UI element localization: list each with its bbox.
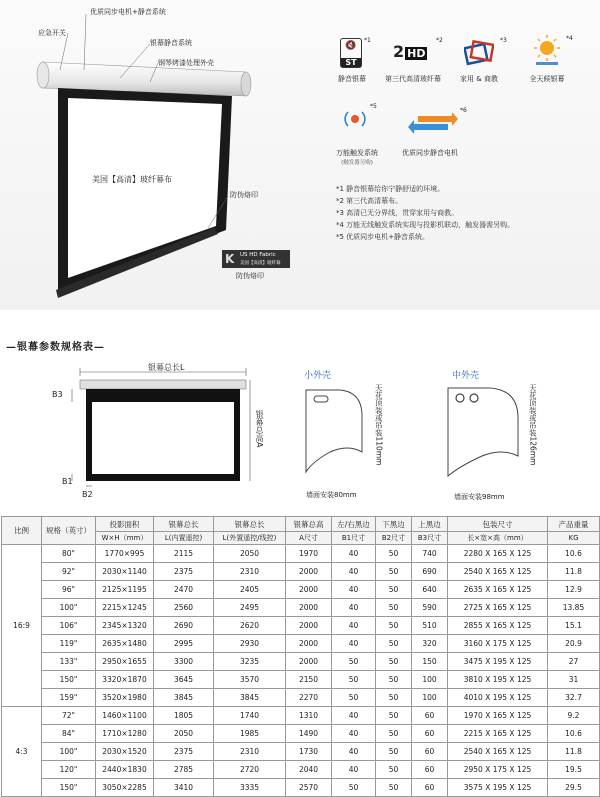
table-cell: 40 xyxy=(332,761,376,779)
table-cell: 72" xyxy=(42,707,96,725)
table-cell: 3845 xyxy=(154,689,214,707)
table-cell: 40 xyxy=(332,545,376,563)
table-cell: 740 xyxy=(412,545,448,563)
table-cell: 2725 X 165 X 125 xyxy=(448,599,548,617)
note-line: *1 静音银幕给你宁静舒适的环境。 xyxy=(336,185,445,193)
table-cell: 2050 xyxy=(214,545,286,563)
spec-table xyxy=(1,516,600,797)
section-title: —银幕参数规格表— xyxy=(6,342,105,353)
table-cell: 690 xyxy=(412,563,448,581)
table-cell: 2635 X 165 X 125 xyxy=(448,581,548,599)
table-row xyxy=(2,725,600,743)
table-cell: 2000 xyxy=(286,617,332,635)
table-row xyxy=(2,581,600,599)
mid-shell-title: 中外壳 xyxy=(452,371,480,381)
table-cell: 2470 xyxy=(154,581,214,599)
table-cell: 50 xyxy=(332,671,376,689)
table-cell: 2570 xyxy=(286,779,332,797)
col-header: 下黑边 xyxy=(376,517,412,532)
all-weather-sun-icon xyxy=(532,34,562,68)
table-cell: 60 xyxy=(412,725,448,743)
table-row xyxy=(2,707,600,725)
table-cell: 2000 xyxy=(286,581,332,599)
table-cell: 11.8 xyxy=(548,743,600,761)
small-shell-title: 小外壳 xyxy=(304,371,332,381)
table-cell: 27 xyxy=(548,653,600,671)
table-cell: 2375 xyxy=(154,563,214,581)
ratio-cell: 16:9 xyxy=(2,545,42,707)
table-cell: 1730 xyxy=(286,743,332,761)
ratio-cell: 4:3 xyxy=(2,707,42,797)
table-cell: 3845 xyxy=(214,689,286,707)
table-cell: 100 xyxy=(412,671,448,689)
table-cell: 96" xyxy=(42,581,96,599)
col-header: 投影面积 xyxy=(96,517,154,532)
table-cell: 510 xyxy=(412,617,448,635)
col-header: 规格（英寸） xyxy=(42,517,96,545)
table-cell: 50 xyxy=(332,653,376,671)
table-cell: 13.85 xyxy=(548,599,600,617)
note-line: *3 高清已无分界线，贯穿家用与商教。 xyxy=(336,209,459,217)
table-cell: 2560 xyxy=(154,599,214,617)
table-cell: 2150 xyxy=(286,671,332,689)
table-cell: 10.6 xyxy=(548,545,600,563)
table-row xyxy=(2,761,600,779)
dimension-diagram xyxy=(50,362,280,502)
table-cell: 40 xyxy=(332,707,376,725)
table-cell: 2215×1245 xyxy=(96,599,154,617)
table-cell: 31 xyxy=(548,671,600,689)
table-cell: 2000 xyxy=(286,599,332,617)
feature-label: 优质同步静音电机 xyxy=(402,149,458,157)
callout-anti-fake: 防伪烙印 xyxy=(230,191,258,199)
col-subheader: B1尺寸 xyxy=(332,532,376,545)
table-cell: 2050 xyxy=(154,725,214,743)
table-cell: 2950 X 175 X 125 xyxy=(448,761,548,779)
table-cell: 320 xyxy=(412,635,448,653)
table-cell: 20.9 xyxy=(548,635,600,653)
table-cell: 50 xyxy=(376,779,412,797)
table-cell: 150" xyxy=(42,779,96,797)
table-cell: 50 xyxy=(376,599,412,617)
small-shell-profile xyxy=(300,382,370,478)
spec-table-body xyxy=(2,545,600,797)
table-cell: 1310 xyxy=(286,707,332,725)
col-header: 上黑边 xyxy=(412,517,448,532)
feature-label: 第三代高清玻纤幕 xyxy=(385,75,441,83)
col-header: 左/右黑边 xyxy=(332,517,376,532)
table-cell: 3645 xyxy=(154,671,214,689)
table-cell: 60 xyxy=(412,779,448,797)
table-cell: 11.8 xyxy=(548,563,600,581)
table-cell: 50 xyxy=(376,617,412,635)
col-subheader: 长×宽×高（mm） xyxy=(448,532,548,545)
table-cell: 3475 X 195 X 125 xyxy=(448,653,548,671)
sync-motor-arrows-icon xyxy=(408,110,458,136)
table-cell: 1490 xyxy=(286,725,332,743)
table-cell: 1970 X 165 X 125 xyxy=(448,707,548,725)
table-cell: 1970 xyxy=(286,545,332,563)
mid-shell-profile xyxy=(444,382,524,482)
hd-2-icon: 2 HD xyxy=(393,42,426,61)
col-header: 包装尺寸 xyxy=(448,517,548,532)
col-subheader: W×H（mm） xyxy=(96,532,154,545)
small-shell-side: 天花顶装或吊装110mm xyxy=(374,384,384,466)
table-cell: 3410 xyxy=(154,779,214,797)
table-cell: 2030×1520 xyxy=(96,743,154,761)
table-cell: 50 xyxy=(332,689,376,707)
note-line: *5 优质同步电机+静音系统。 xyxy=(336,233,430,241)
col-subheader: L(外置遥控/线控) xyxy=(214,532,286,545)
col-subheader: KG xyxy=(548,532,600,545)
table-cell: 2405 xyxy=(214,581,286,599)
table-cell: 50 xyxy=(376,653,412,671)
table-cell: 2785 xyxy=(154,761,214,779)
feature-label: 家用 & 商教 xyxy=(460,75,498,83)
table-cell: 40 xyxy=(332,617,376,635)
table-cell: 2310 xyxy=(214,743,286,761)
table-cell: 50 xyxy=(376,725,412,743)
table-row xyxy=(2,563,600,581)
label-b2: B2 xyxy=(82,490,93,499)
table-cell: 2540 X 165 X 125 xyxy=(448,743,548,761)
table-cell: 2375 xyxy=(154,743,214,761)
table-cell: 2345×1320 xyxy=(96,617,154,635)
table-cell: 100" xyxy=(42,599,96,617)
table-row xyxy=(2,779,600,797)
table-cell: 40 xyxy=(332,635,376,653)
callout-motor: 优质同步电机+静音系统 xyxy=(90,8,166,16)
silent-st-icon: 🔇 ST xyxy=(340,38,362,68)
table-row xyxy=(2,743,600,761)
mid-shell-side: 天花顶装或吊装126mm xyxy=(528,384,538,466)
callout-fabric: 美国【高清】玻纤幕布 xyxy=(92,175,172,184)
table-cell: 1805 xyxy=(154,707,214,725)
table-row xyxy=(2,635,600,653)
badge-line1: US HD Fabric xyxy=(240,252,276,258)
table-cell: 3570 xyxy=(214,671,286,689)
table-cell: 2310 xyxy=(214,563,286,581)
feature-num: *5 xyxy=(370,103,377,110)
table-cell: 50 xyxy=(376,707,412,725)
col-subheader: A尺寸 xyxy=(286,532,332,545)
table-header-row xyxy=(2,517,600,532)
table-cell: 2115 xyxy=(154,545,214,563)
feature-num: *6 xyxy=(460,107,467,114)
table-cell: 50 xyxy=(376,563,412,581)
feature-num: *2 xyxy=(436,37,443,44)
table-cell: 9.2 xyxy=(548,707,600,725)
col-subheader: L(内置遥控) xyxy=(154,532,214,545)
feature-label: 万能触发系统 xyxy=(336,149,378,157)
feature-label: 全天候银幕 xyxy=(529,75,565,83)
table-cell: 50 xyxy=(376,671,412,689)
table-cell: 40 xyxy=(332,581,376,599)
table-cell: 50 xyxy=(376,545,412,563)
table-cell: 60 xyxy=(412,761,448,779)
col-subheader: B2尺寸 xyxy=(376,532,412,545)
label-total-height: 银幕总高A xyxy=(255,410,264,448)
table-cell: 15.1 xyxy=(548,617,600,635)
table-cell: 12.9 xyxy=(548,581,600,599)
table-cell: 106" xyxy=(42,617,96,635)
table-cell: 80" xyxy=(42,545,96,563)
table-cell: 3320×1870 xyxy=(96,671,154,689)
table-cell: 50 xyxy=(376,635,412,653)
table-cell: 1740 xyxy=(214,707,286,725)
table-cell: 3520×1980 xyxy=(96,689,154,707)
table-cell: 1770×995 xyxy=(96,545,154,563)
callout-silent: 银幕静音系统 xyxy=(150,39,192,47)
table-cell: 4010 X 195 X 125 xyxy=(448,689,548,707)
feature-num: *3 xyxy=(500,37,507,44)
col-header: 产品重量 xyxy=(548,517,600,532)
badge-line2: 美国【高清】玻纤幕 xyxy=(240,261,281,266)
table-cell: 1710×1280 xyxy=(96,725,154,743)
table-cell: 2995 xyxy=(154,635,214,653)
table-cell: 2690 xyxy=(154,617,214,635)
table-cell: 2040 xyxy=(286,761,332,779)
badge-logo-icon: K xyxy=(225,252,235,266)
table-cell: 60 xyxy=(412,707,448,725)
label-b3: B3 xyxy=(52,390,63,399)
table-cell: 159" xyxy=(42,689,96,707)
callout-switch: 应急开关 xyxy=(38,29,66,37)
table-cell: 10.6 xyxy=(548,725,600,743)
table-cell: 119" xyxy=(42,635,96,653)
table-cell: 3050×2285 xyxy=(96,779,154,797)
table-cell: 84" xyxy=(42,725,96,743)
table-cell: 50 xyxy=(332,779,376,797)
table-cell: 29.5 xyxy=(548,779,600,797)
table-cell: 50 xyxy=(376,743,412,761)
table-cell: 50 xyxy=(376,689,412,707)
col-subheader: B3尺寸 xyxy=(412,532,448,545)
wireless-trigger-icon xyxy=(342,106,368,132)
feature-label: 静音银幕 xyxy=(338,75,366,83)
table-cell: 19.5 xyxy=(548,761,600,779)
table-cell: 590 xyxy=(412,599,448,617)
table-cell: 2280 X 165 X 125 xyxy=(448,545,548,563)
table-cell: 2125×1195 xyxy=(96,581,154,599)
table-cell: 1460×1100 xyxy=(96,707,154,725)
table-cell: 2000 xyxy=(286,635,332,653)
feature-num: *1 xyxy=(364,37,371,44)
table-cell: 3575 X 195 X 125 xyxy=(448,779,548,797)
fabric-badge xyxy=(222,250,290,268)
label-total-length: 银幕总长L xyxy=(148,363,185,372)
table-cell: 2620 xyxy=(214,617,286,635)
table-cell: 640 xyxy=(412,581,448,599)
table-row xyxy=(2,689,600,707)
home-business-icon xyxy=(464,40,494,66)
table-row xyxy=(2,599,600,617)
feature-sub: (触发器另购) xyxy=(341,160,373,166)
badge-caption: 防伪烙印 xyxy=(236,272,264,280)
table-cell: 60 xyxy=(412,743,448,761)
table-row xyxy=(2,617,600,635)
col-header: 银幕总长 xyxy=(154,517,214,532)
table-cell: 2540 X 165 X 125 xyxy=(448,563,548,581)
table-cell: 32.7 xyxy=(548,689,600,707)
table-cell: 1985 xyxy=(214,725,286,743)
table-row xyxy=(2,545,600,563)
table-cell: 50 xyxy=(376,581,412,599)
small-shell-wall: 墙面安装80mm xyxy=(306,491,357,499)
table-cell: 2000 xyxy=(286,563,332,581)
table-cell: 40 xyxy=(332,599,376,617)
mid-shell-wall: 墙面安装98mm xyxy=(454,493,505,501)
table-cell: 3235 xyxy=(214,653,286,671)
table-cell: 150 xyxy=(412,653,448,671)
table-cell: 100 xyxy=(412,689,448,707)
table-cell: 40 xyxy=(332,563,376,581)
table-cell: 3335 xyxy=(214,779,286,797)
table-cell: 2635×1480 xyxy=(96,635,154,653)
note-line: *2 第三代高清幕布。 xyxy=(336,197,403,205)
table-cell: 2930 xyxy=(214,635,286,653)
table-cell: 40 xyxy=(332,743,376,761)
table-cell: 50 xyxy=(376,761,412,779)
table-cell: 2495 xyxy=(214,599,286,617)
col-header: 银幕总长 xyxy=(214,517,286,532)
table-cell: 3160 X 175 X 125 xyxy=(448,635,548,653)
table-cell: 2950×1655 xyxy=(96,653,154,671)
table-cell: 100" xyxy=(42,743,96,761)
label-b1: B1 xyxy=(62,477,73,486)
table-cell: 2720 xyxy=(214,761,286,779)
table-cell: 120" xyxy=(42,761,96,779)
table-cell: 2270 xyxy=(286,689,332,707)
table-cell: 3810 X 195 X 125 xyxy=(448,671,548,689)
table-row xyxy=(2,671,600,689)
table-cell: 3300 xyxy=(154,653,214,671)
table-cell: 133" xyxy=(42,653,96,671)
table-cell: 40 xyxy=(332,725,376,743)
table-cell: 2000 xyxy=(286,653,332,671)
table-cell: 2030×1140 xyxy=(96,563,154,581)
feature-num: *4 xyxy=(566,35,573,42)
callout-shell: 钢琴烤漆处理外壳 xyxy=(158,59,214,67)
product-hero xyxy=(0,0,600,310)
table-cell: 2855 X 165 X 125 xyxy=(448,617,548,635)
table-cell: 2440×1830 xyxy=(96,761,154,779)
table-row xyxy=(2,653,600,671)
table-cell: 92" xyxy=(42,563,96,581)
col-header: 银幕总高 xyxy=(286,517,332,532)
table-cell: 150" xyxy=(42,671,96,689)
note-line: *4 万能无线触发系统实现与投影机联动，触发器需另购。 xyxy=(336,221,515,229)
table-cell: 2215 X 165 X 125 xyxy=(448,725,548,743)
col-header: 比例 xyxy=(2,517,42,545)
